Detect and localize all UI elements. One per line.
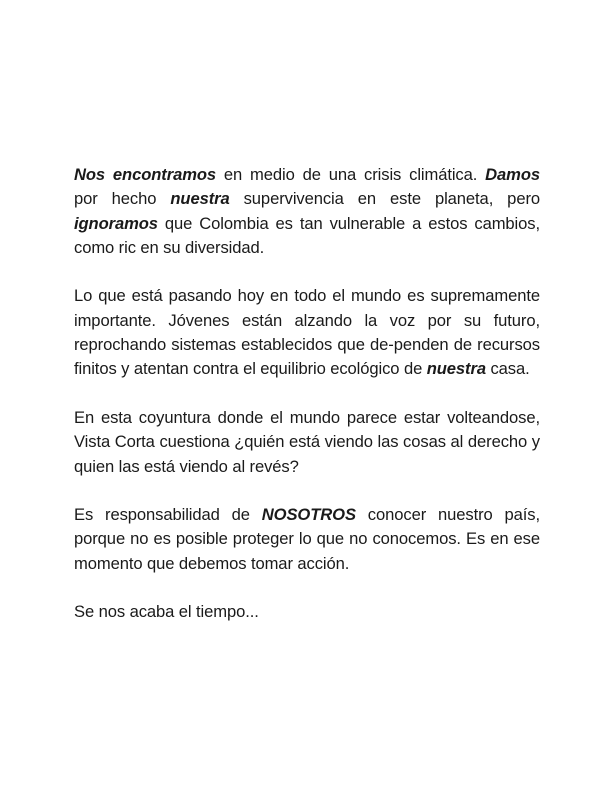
emphasis-nosotros: NOSOTROS	[261, 505, 356, 525]
text: Es responsabilidad de	[74, 505, 262, 525]
closing-line: Se nos acaba el tiempo...	[74, 602, 259, 622]
emphasis-nos-encontramos: Nos encontramos	[74, 165, 217, 184]
paragraph-2	[74, 284, 540, 381]
text: casa.	[485, 359, 530, 379]
manifesto-text	[74, 163, 540, 625]
text: por hecho	[74, 189, 171, 209]
emphasis-nuestra: nuestra	[426, 359, 486, 379]
emphasis-damos: Damos	[485, 165, 540, 184]
text: en medio de una crisis climática.	[216, 165, 486, 184]
text: supervivencia en este planeta, pero	[229, 189, 540, 209]
paragraph-5	[74, 600, 540, 624]
text: En esta coyuntura donde el mundo parece estar volteandose, Vista Corta cuestiona ¿quién está viendo las cosas al derecho y quien las está viendo al revés?	[74, 407, 540, 476]
paragraph-3	[74, 406, 540, 479]
emphasis-ignoramos: ignoramos	[74, 213, 158, 233]
text: que Colombia es tan vulnerable a estos cambios, como ric en su diversidad.	[74, 213, 540, 257]
text: conocer nuestro país, porque no es posible proteger lo que no conocemos. Es en ese momento que debemos tomar acción.	[74, 505, 540, 573]
paragraph-1	[74, 163, 540, 260]
paragraph-4	[74, 503, 540, 576]
text: Lo que está pasando hoy en todo el mundo es supremamente importante. Jóvenes están alzando la voz por su futuro, reprochando sistemas establecidos que de-penden de recursos finitos y atentan contra el equilibrio ecológico de	[74, 286, 540, 379]
emphasis-nuestra: nuestra	[170, 189, 230, 209]
